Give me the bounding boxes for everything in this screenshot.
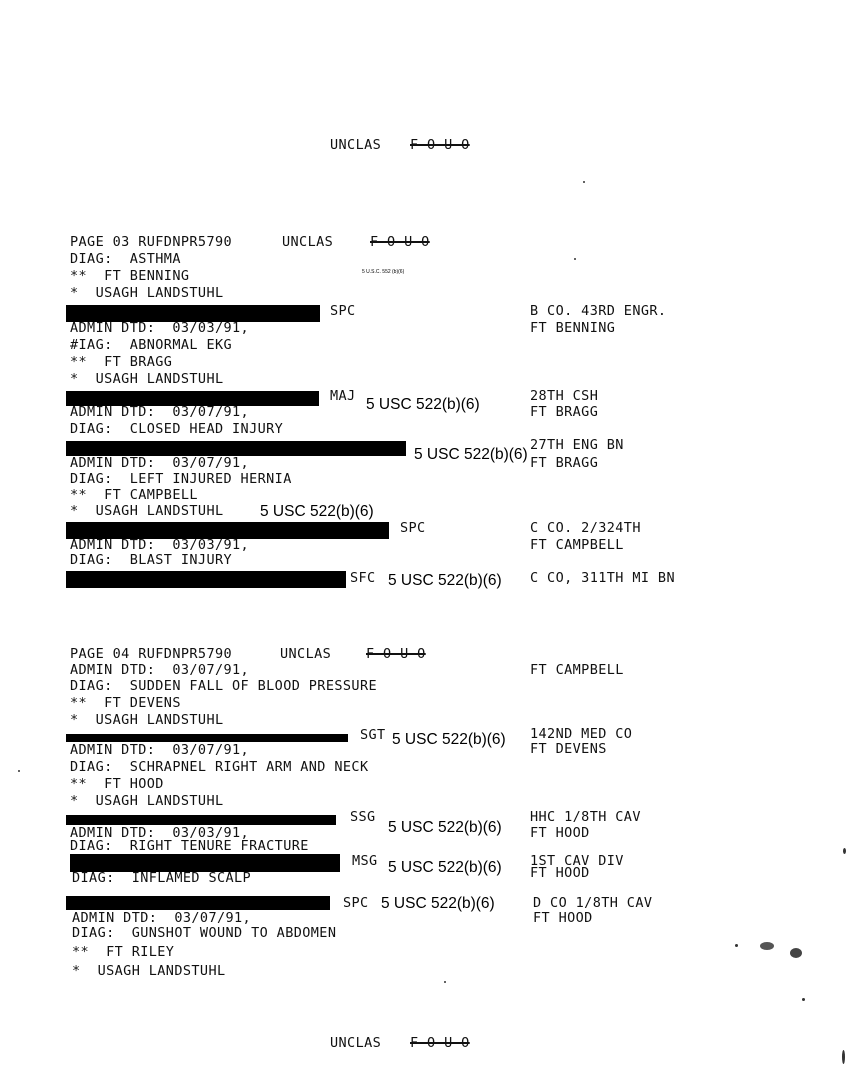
exemption-stamp: 5 USC 522(b)(6): [388, 859, 502, 876]
record-line: SPC: [330, 303, 356, 319]
exemption-stamp: 5 USC 522(b)(6): [388, 572, 502, 589]
record-line: DIAG: LEFT INJURED HERNIA: [70, 471, 292, 487]
redaction-bar: [66, 571, 346, 588]
record-line: ** FT BRAGG: [70, 354, 173, 370]
scan-speck: [843, 848, 846, 854]
record-line: * USAGH LANDSTUHL: [70, 503, 224, 519]
record-line: 27TH ENG BN: [530, 437, 624, 453]
record-line: DIAG: ASTHMA: [70, 251, 181, 267]
exemption-stamp: 5 USC 522(b)(6): [381, 895, 495, 912]
record-line: C CO, 311TH MI BN: [530, 570, 675, 586]
record-line: SFC: [350, 570, 376, 586]
exemption-stamp: 5 USC 522(b)(6): [260, 503, 374, 520]
record-line: SPC: [400, 520, 426, 536]
footer-unclas: UNCLAS: [330, 1035, 382, 1051]
redaction-bar: [66, 734, 348, 742]
record-line: ** FT CAMPBELL: [70, 487, 198, 503]
record-line: MSG: [352, 853, 378, 869]
page3-heading: PAGE 03 RUFDNPR5790: [70, 234, 233, 250]
page4-heading-unclas: UNCLAS: [280, 646, 332, 662]
record-line: SSG: [350, 809, 376, 825]
record-line: MAJ: [330, 388, 356, 404]
record-line: ADMIN DTD: 03/07/91,: [70, 404, 250, 420]
record-line: ADMIN DTD: 03/07/91,: [72, 910, 252, 926]
record-line: FT HOOD: [533, 910, 593, 926]
record-line: DIAG: CLOSED HEAD INJURY: [70, 421, 284, 437]
record-line: FT HOOD: [530, 825, 590, 841]
record-line: SGT: [360, 727, 386, 743]
record-line: ADMIN DTD: 03/07/91,: [70, 742, 250, 758]
record-line: FT CAMPBELL: [530, 662, 624, 678]
scan-speck: [583, 181, 585, 183]
record-line: DIAG: INFLAMED SCALP: [72, 870, 252, 886]
record-line: FT CAMPBELL: [530, 537, 624, 553]
exemption-stamp: 5 USC 522(b)(6): [366, 396, 480, 413]
record-line: * USAGH LANDSTUHL: [70, 285, 224, 301]
record-line: B CO. 43RD ENGR.: [530, 303, 667, 319]
header-unclas: UNCLAS: [330, 137, 382, 153]
page4-heading: PAGE 04 RUFDNPR5790: [70, 646, 233, 662]
exemption-stamp: 5 USC 522(b)(6): [392, 731, 506, 748]
record-line: * USAGH LANDSTUHL: [72, 963, 226, 979]
record-line: FT BENNING: [530, 320, 616, 336]
record-line: FT BRAGG: [530, 455, 599, 471]
record-line: ADMIN DTD: 03/07/91,: [70, 662, 250, 678]
page3-heading-fouo: F O U O: [370, 234, 430, 250]
record-line: #IAG: ABNORMAL EKG: [70, 337, 233, 353]
record-line: ** FT BENNING: [70, 268, 190, 284]
page4-heading-fouo: F O U O: [366, 646, 426, 662]
scan-speck: [842, 1050, 845, 1064]
record-line: * USAGH LANDSTUHL: [70, 712, 224, 728]
redaction-bar: [66, 441, 406, 456]
header-fouo: F O U O: [410, 137, 470, 153]
page3-heading-unclas: UNCLAS: [282, 234, 334, 250]
scan-speck: [444, 981, 446, 983]
scan-speck: [760, 942, 774, 950]
record-line: 28TH CSH: [530, 388, 599, 404]
record-line: DIAG: RIGHT TENURE FRACTURE: [70, 838, 309, 854]
record-line: SPC: [343, 895, 369, 911]
record-line: FT DEVENS: [530, 741, 607, 757]
record-line: DIAG: BLAST INJURY: [70, 552, 233, 568]
record-line: ADMIN DTD: 03/07/91,: [70, 455, 250, 471]
record-line: FT BRAGG: [530, 404, 599, 420]
record-line: ADMIN DTD: 03/03/91,: [70, 320, 250, 336]
scan-speck: [735, 944, 738, 947]
redaction-bar: [66, 815, 336, 825]
record-line: DIAG: SUDDEN FALL OF BLOOD PRESSURE: [70, 678, 377, 694]
exemption-stamp: 5 USC 522(b)(6): [414, 446, 528, 463]
record-line: * USAGH LANDSTUHL: [70, 371, 224, 387]
record-line: ** FT HOOD: [70, 776, 164, 792]
record-line: * USAGH LANDSTUHL: [70, 793, 224, 809]
record-line: HHC 1/8TH CAV: [530, 809, 641, 825]
footer-fouo: F O U O: [410, 1035, 470, 1051]
record-line: 1ST CAV DIV: [530, 853, 624, 869]
scan-speck: [790, 948, 802, 958]
record-line: DIAG: GUNSHOT WOUND TO ABDOMEN: [72, 925, 337, 941]
exemption-stamp: 5 USC 522(b)(6): [388, 819, 502, 836]
record-line: ** FT RILEY: [72, 944, 175, 960]
scan-speck: [574, 258, 576, 260]
record-line: DIAG: SCHRAPNEL RIGHT ARM AND NECK: [70, 759, 369, 775]
record-line: ADMIN DTD: 03/03/91,: [70, 537, 250, 553]
record-line: D CO 1/8TH CAV: [533, 895, 653, 911]
scan-speck: [18, 770, 20, 772]
exemption-tiny-stamp: 5 U.S.C. 552 (b)(6): [362, 269, 405, 275]
scan-speck: [802, 998, 805, 1001]
record-line: ADMIN DTD: 03/03/91,: [70, 825, 250, 841]
redaction-bar: [66, 896, 330, 910]
record-line: ** FT DEVENS: [70, 695, 181, 711]
record-line: 142ND MED CO: [530, 726, 633, 742]
record-line: FT HOOD: [530, 865, 590, 881]
record-line: C CO. 2/324TH: [530, 520, 641, 536]
